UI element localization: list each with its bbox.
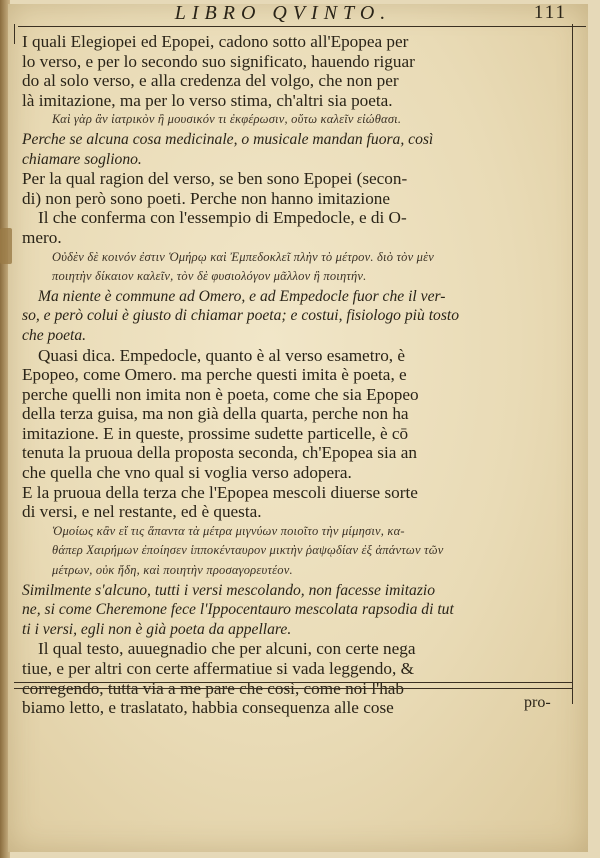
right-frame-rule [572, 24, 573, 704]
text-line: di versi, e nel restante, ed è questa. [22, 502, 262, 522]
page-number: 111 [533, 2, 567, 23]
text-line: là imitazione, ma per lo verso stima, ch'altri sia poeta. [22, 90, 393, 110]
text-line: che quella che vno qual si voglia verso adopera. [22, 463, 352, 483]
text-line: lo verso, e per lo secondo suo significato, hauendo riguar [22, 51, 415, 71]
text-line: imitazione. E in queste, prossime sudette particelle, è cō [22, 423, 409, 443]
greek-quotation-line: ποιητὴν δίκαιον καλεῖν, τὸν δὲ φυσιολόγον μᾶλλον ἢ ποιητήν. [52, 269, 367, 284]
text-line: di) non però sono poeti. Perche non hanno imitazione [22, 188, 391, 208]
text-line: Il qual testo, auuegnadio che per alcuni, con certe nega [38, 639, 416, 659]
running-header [18, 0, 573, 28]
text-line: perche quelli non imita non è poeta, come che sia Epopeo [22, 384, 419, 404]
text-line: I quali Elegiopei ed Epopei, cadono sotto all'Epopea per [22, 32, 409, 51]
translation-line: Similmente s'alcuno, tutti i versi mescolando, non facesse imitazio [22, 581, 436, 599]
greek-quotation-line: θάπερ Χαιρήμων ἐποίησεν ἱπποκένταυρον μικτὴν ῥαψῳδίαν ἐξ ἁπάντων τῶν [52, 543, 444, 558]
catchword: pro- [524, 694, 551, 711]
text-line: corregendo, tutta via a me pare che così, come noi l'hab [22, 678, 405, 698]
text-line: mero. [22, 227, 62, 247]
translation-line: ne, si come Cheremone fece l'Ippocentauro mescolata rapsodia di tut [22, 601, 454, 619]
translation-line: Perche se alcuna cosa medicinale, o musicale mandan fuora, così [22, 130, 434, 148]
translation-line: chiamare sogliono. [22, 150, 142, 168]
body-text [22, 32, 562, 718]
text-line: do al solo verso, e alla credenza del volgo, che non per [22, 71, 399, 91]
greek-quotation-line: Οὐδὲν δὲ κοινόν ἐστιν Ὁμήρῳ καὶ Ἐμπεδοκλεῖ πλὴν τὸ μέτρον. διὸ τὸν μὲν [52, 249, 435, 264]
greek-quotation-line: μέτρων, οὐκ ἤδη, καὶ ποιητὴν προσαγορευτέον. [52, 563, 293, 578]
text-line: della terza guisa, ma non già della quarta, perche non ha [22, 404, 409, 424]
text-line: Per la qual ragion del verso, se ben sono Epopei (secon- [22, 169, 408, 189]
translation-line: so, e però colui è giusto di chiamar poeta; e costui, fisiologo più tosto [22, 307, 460, 325]
header-rule [18, 26, 586, 27]
translation-line: che poeta. [22, 326, 87, 344]
running-title: LIBRO QVINTO. [174, 2, 392, 24]
translation-line: ti i versi, egli non è già poeta da appellare. [22, 620, 292, 638]
binding-stain [0, 228, 12, 264]
left-frame-rule [14, 24, 15, 44]
text-line: tiue, e per altri con certe affermatiue si vada leggendo, & [22, 659, 414, 678]
translation-line: Ma niente è commune ad Omero, e ad Empedocle fuor che il ver- [38, 287, 446, 305]
text-line: Il che conferma con l'essempio di Empedocle, e di O- [38, 208, 407, 228]
text-line: biamo letto, e traslatato, habbia consequenza alle cose [22, 698, 394, 718]
text-line: E la pruoua della terza che l'Epopea mescoli diuerse sorte [22, 482, 418, 502]
text-line: tenuta la pruoua della proposta seconda, ch'Epopea sia an [22, 443, 417, 463]
greek-quotation-line: Καὶ γὰρ ἂν ἰατρικὸν ἢ μουσικόν τι ἐκφέρωσιν, οὕτω καλεῖν εἰώθασι. [52, 112, 402, 127]
text-line: Quasi dica. Empedocle, quanto è al verso esametro, è [38, 345, 406, 365]
text-line: Epopeo, come Omero. ma perche questi imita è poeta, e [22, 365, 407, 385]
greek-quotation-line: Ὁμοίως κἂν εἴ τις ἅπαντα τὰ μέτρα μιγνύων ποιοῖτο τὴν μίμησιν, κα- [52, 523, 405, 538]
footer-rule [14, 682, 573, 683]
footer-rule-inner [14, 688, 573, 689]
